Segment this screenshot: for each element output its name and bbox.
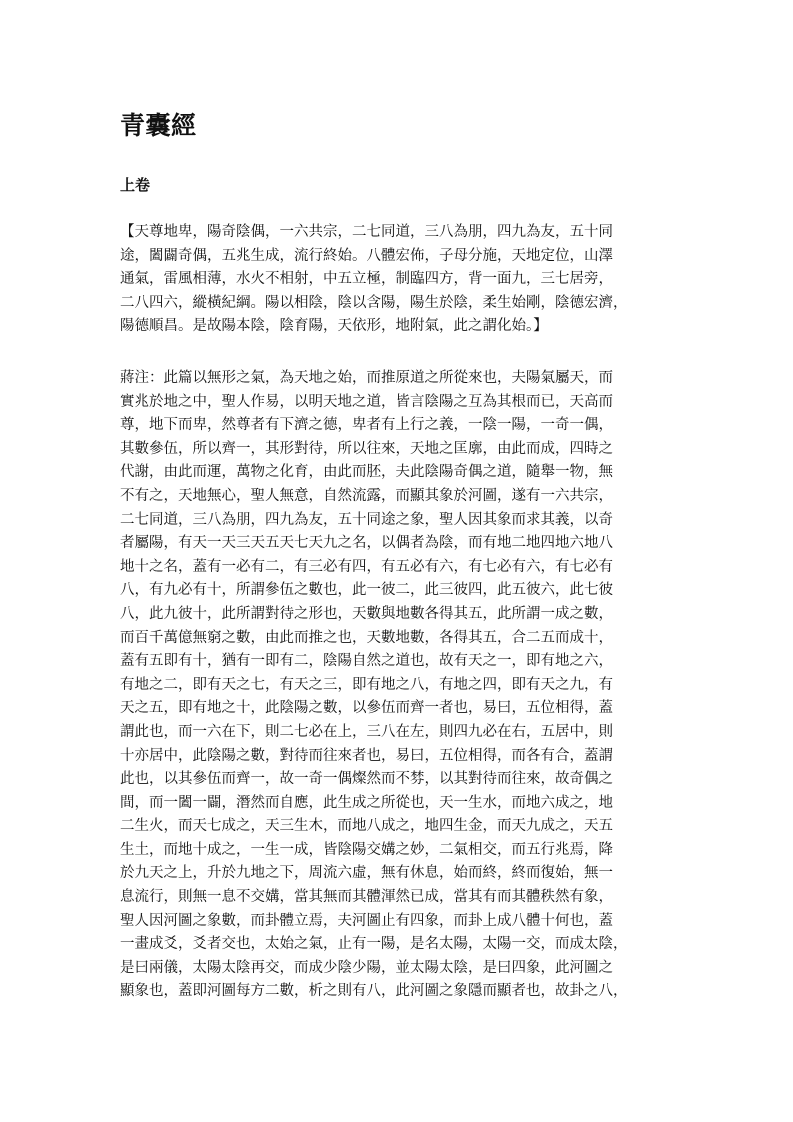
text-line: 十亦居中，此陰陽之數，對待而往來者也，易曰，五位相得，而各有合，蓋謂 [120,747,613,764]
text-line: 不有之，天地無心，聖人無意，自然流露，而顯其象於河圖，遂有一六共宗， [120,487,613,504]
text-line: 地十之名，蓋有一必有二，有三必有四，有五必有六，有七必有六，有七必有 [120,558,613,575]
text-line: 顯象也，蓋即河圖每方二數，析之則有八，此河圖之象隱而顯者也，故卦之八， [120,983,628,1000]
text-line: 息流行，則無一息不交媾，當其無而其體渾然已成，當其有而其體秩然有象， [120,889,613,906]
text-line: 蓋有五即有十，猶有一即有二，陰陽自然之道也，故有天之一，即有地之六， [120,653,613,670]
text-line: 陽德順昌。是故陽本陰，陰育陽，天依形，地附氣，此之謂化始。】 [120,318,548,335]
text-line: 此也，以其參伍而齊一，故一奇一偶燦然而不棼，以其對待而往來，故奇偶之 [120,771,613,788]
text-line: 代謝，由此而運，萬物之化育，由此而胚，夫此陰陽奇偶之道，隨舉一物，無 [120,464,613,481]
text-line: 其數參伍，所以齊一，其形對待，所以往來，天地之匡廓，由此而成，四時之 [120,440,613,457]
text-line: 尊，地下而卑，然尊者有下濟之德，卑者有上行之義，一陰一陽，一奇一偶， [120,417,613,434]
text-line: 二生火，而天七成之，天三生木，而地八成之，地四生金，而天九成之，天五 [120,818,613,835]
text-line: 二七同道，三八為朋，四九為友，五十同途之象，聖人因其象而求其義，以奇 [120,511,613,528]
text-line: 八，此九彼十，此所謂對待之形也，天數與地數各得其五，此所謂一成之數， [120,605,613,622]
text-line: 通氣，雷風相薄，水火不相射，中五立極，制臨四方，背一面九，三七居旁， [120,271,613,288]
text-line: 一畫成爻，爻者交也，太始之氣，止有一陽，是名太陽，太陽一交，而成太陰， [120,936,628,953]
text-line: 而百千萬億無窮之數，由此而推之也，天數地數，各得其五，合二五而成十， [120,629,613,646]
text-line: 天之五，即有地之十，此陰陽之數，以參伍而齊一者也，易曰，五位相得，蓋 [120,700,613,717]
text-line: 二八四六，縱橫紀綱。陽以相陰，陰以含陽，陽生於陰，柔生始剛，陰德宏濟， [120,294,628,311]
text-line: 蔣注：此篇以無形之氣，為天地之始，而推原道之所從來也，夫陽氣屬天，而 [120,370,613,386]
text-line: 【天尊地卑，陽奇陰偶，一六共宗，二七同道，三八為朋，四九為友，五十同 [120,224,613,240]
commentary-paragraph [120,367,668,1004]
text-line: 者屬陽，有天一天三天五天七天九之名，以偶者為陰，而有地二地四地六地八 [120,535,613,552]
document-title: 青囊經 [120,111,197,140]
text-line: 有地之二，即有天之七，有天之三，即有地之八，有地之四，即有天之九，有 [120,676,613,693]
text-line: 於九天之上，升於九地之下，周流六虛，無有休息，始而終，終而復始，無一 [120,865,613,882]
text-line: 實兆於地之中，聖人作易，以明天地之道，皆言陰陽之互為其根而已，天高而 [120,393,613,410]
text-line: 途，闔闢奇偶，五兆生成，流行終始。八體宏佈，子母分施，天地定位，山澤 [120,247,613,264]
text-line: 間，而一闔一闢，潛然而自應，此生成之所從也，天一生水，而地六成之，地 [120,794,613,811]
text-line: 生土，而地十成之，一生一成，皆陰陽交媾之妙，二氣相交，而五行兆焉，降 [120,841,613,858]
classic-text-paragraph [120,221,668,339]
text-line: 是曰兩儀，太陽太陰再交，而成少陰少陽，並太陽太陰，是曰四象，此河圖之 [120,959,613,976]
section-heading: 上卷 [120,176,151,194]
text-line: 聖人因河圖之象數，而卦體立焉，夫河圖止有四象，而卦上成八體十何也，蓋 [120,912,613,929]
text-line: 八，有九必有十，所謂參伍之數也，此一彼二，此三彼四，此五彼六，此七彼 [120,582,613,599]
text-line: 謂此也，而一六在下，則二七必在上，三八在左，則四九必在右，五居中，則 [120,723,613,740]
